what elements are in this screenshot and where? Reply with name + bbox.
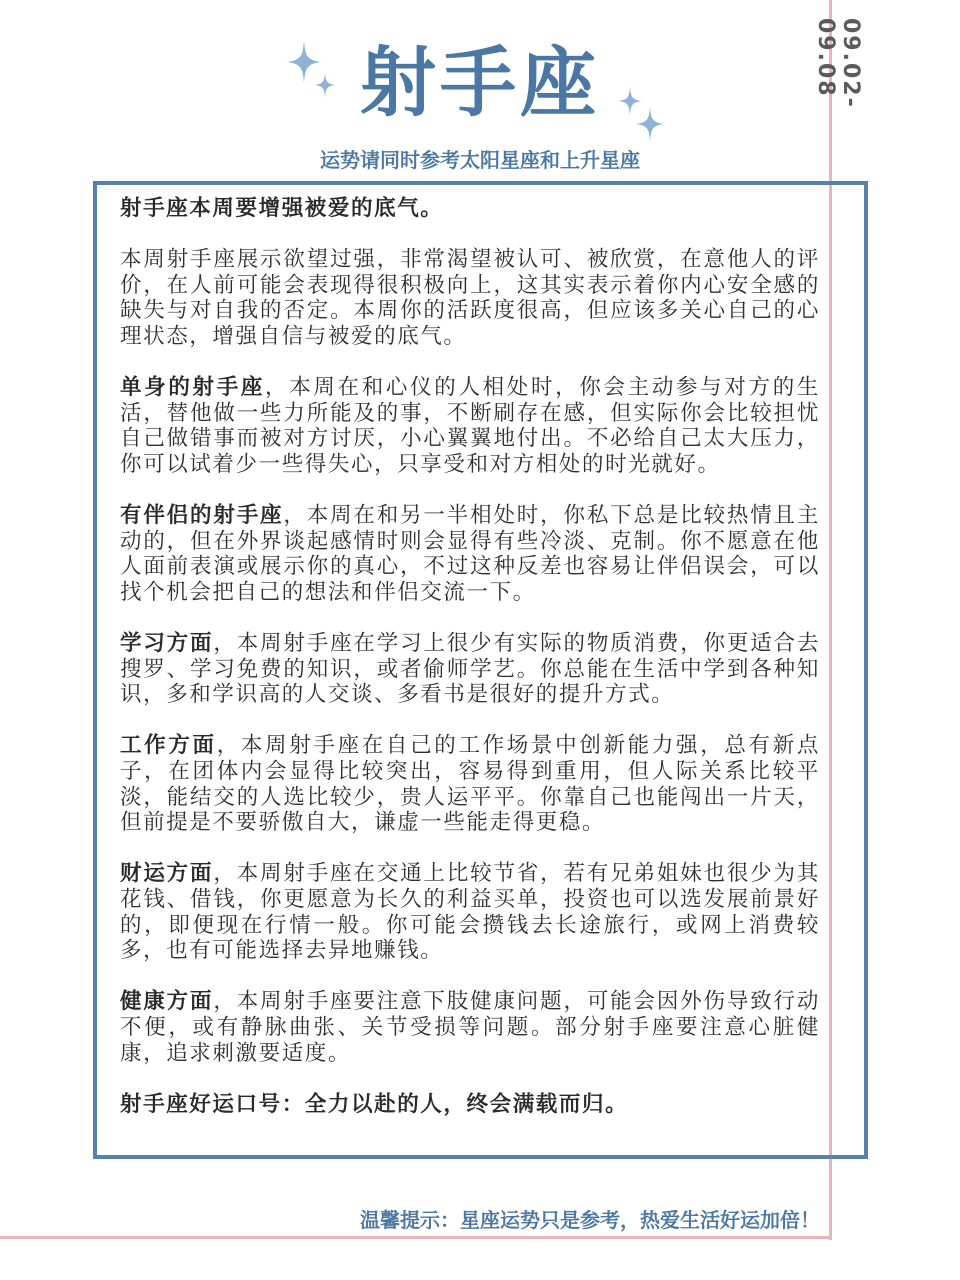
section-study (120, 631, 820, 708)
pink-horizontal-line (0, 1236, 832, 1239)
section-label: 有伴侣的射手座 (120, 503, 284, 529)
section-label: 工作方面 (120, 733, 217, 759)
headline: 射手座本周要增强被爱的底气。 (120, 196, 444, 221)
section-text: ，本周射手座在学习上很少有实际的物质消费，你更适合去搜罗、学习免费的知识，或者偷师学艺。你总能在生活中学到各种知识，多和学识高的人交谈、多看书是很好的提升方式。 (120, 631, 820, 708)
lucky-slogan: 射手座好运口号：全力以赴的人，终会满载而归。 (120, 1091, 629, 1117)
section-label: 单身的射手座 (120, 375, 266, 401)
section-text: ，本周在和心仪的人相处时，你会主动参与对方的生活，替他做一些力所能及的事，不断刷存在感，但实际你会比较担忧自己做错事而被对方讨厌，小心翼翼地付出。不必给自己太大压力，你可以试着少一些得失心，只享受和对方相处的时光就好。 (120, 375, 820, 477)
sparkle-star-icon (636, 106, 664, 142)
section-health (120, 989, 820, 1066)
section-text: ，本周射手座在自己的工作场景中创新能力强，总有新点子，在团体内会显得比较突出，容易得到重用，但人际关系比较平淡，能结交的人选比较少，贵人运平平。你靠自己也能闯出一片天，但前提是不要骄傲自大，谦虚一些能走得更稳。 (120, 733, 820, 836)
footer-tip: 温馨提示：星座运势只是参考，热爱生活好运加倍！ (360, 1208, 820, 1232)
section-text: ，本周射手座要注意下肢健康问题，可能会因外伤导致行动不便，或有静脉曲张、关节受损等问题。部分射手座要注意心脏健康，追求刺激要适度。 (120, 989, 820, 1066)
horoscope-content (120, 196, 820, 1143)
intro-paragraph: 本周射手座展示欲望过强，非常渴望被认可、被欣赏，在意他人的评价，在人前可能会表现得很积极向上，这其实表示着你内心安全感的缺失与对自我的否定。本周你的活跃度很高，但应该多关心自己的心理状态，增强自信与被爱的底气。 (120, 247, 820, 349)
section-text: ，本周在和另一半相处时，你私下总是比较热情且主动的，但在外界谈起感情时则会显得有些冷淡、克制。你不愿意在他人面前表演或展示你的真心，不过这种反差也容易让伴侣误会，可以找个机会把自己的想法和伴侣交流一下。 (120, 503, 820, 605)
section-single (120, 375, 820, 477)
section-text: ，本周射手座在交通上比较节省，若有兄弟姐妹也很少为其花钱、借钱，你更愿意为长久的利益买单，投资也可以选发展前景好的，即便现在行情一般。你可能会攒钱去长途旅行，或网上消费较多，也有可能选择去异地赚钱。 (120, 861, 820, 964)
page-title: 射手座 (360, 38, 600, 127)
section-partner (120, 503, 820, 605)
subtitle: 运势请同时参考太阳星座和上升星座 (320, 148, 640, 172)
section-label: 学习方面 (120, 631, 214, 657)
sparkle-star-icon (315, 72, 335, 98)
section-work (120, 733, 820, 835)
section-wealth (120, 861, 820, 963)
section-label: 健康方面 (120, 989, 214, 1015)
section-label: 财运方面 (120, 861, 214, 887)
date-range: 09.02-09.08 (813, 18, 863, 109)
